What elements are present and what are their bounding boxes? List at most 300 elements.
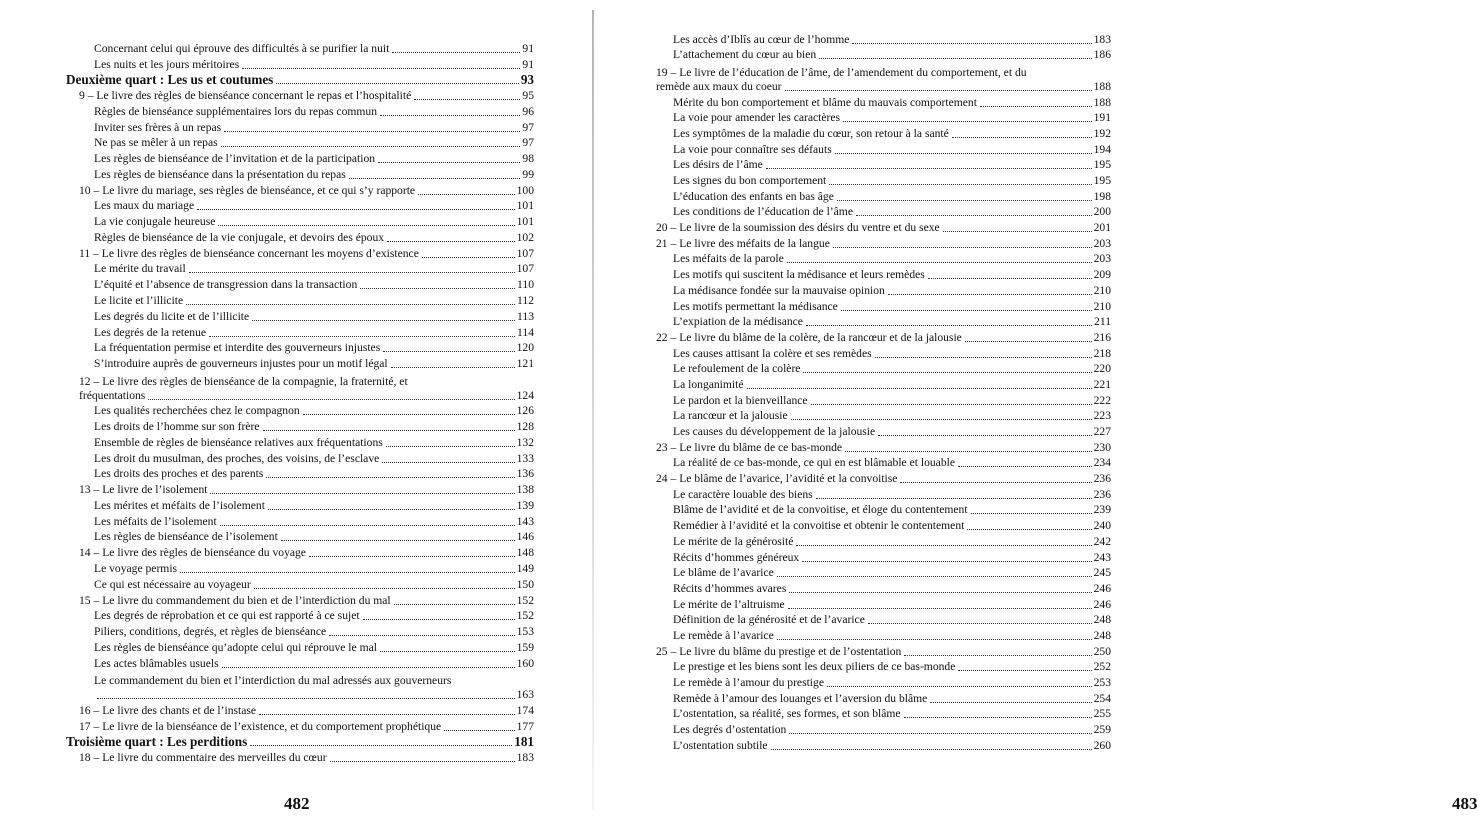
- entry-page-number: 126: [516, 404, 534, 418]
- toc-entry: [656, 157, 1111, 173]
- entry-title: Les règles de bienséance qu’adopte celui qui réprouve le mal: [94, 640, 377, 654]
- entry-title: La voie pour amender les caractères: [673, 111, 841, 125]
- entry-title: Le commandement du bien et l’interdiction du mal adressés aux gouverneurs: [94, 674, 452, 688]
- entry-page-number: 163: [516, 688, 534, 702]
- toc-entry: [656, 690, 1111, 706]
- toc-entry: [656, 31, 1111, 47]
- entry-title: L’équité et l’absence de transgression dans la transaction: [94, 278, 358, 292]
- entry-page-number: 195: [1093, 158, 1111, 172]
- entry-title: Le remède à l’avarice: [673, 628, 774, 642]
- toc-chapter-entry: [656, 235, 1111, 251]
- page-number: 482: [284, 794, 310, 813]
- entry-title: Le caractère louable des biens: [673, 487, 813, 501]
- toc-entry: [66, 308, 534, 324]
- entry-title: Le licite et l’illicite: [94, 294, 184, 308]
- dot-leader: [816, 498, 1092, 499]
- dot-leader: [268, 509, 515, 510]
- entry-title: 21 – Le livre des méfaits de la langue: [656, 236, 830, 250]
- toc-entry: [66, 198, 534, 214]
- entry-page-number: 149: [516, 562, 534, 575]
- entry-page-number: 248: [1093, 628, 1111, 642]
- entry-title: 16 – Le livre des chants et de l’instase: [79, 703, 257, 717]
- toc-entry: [66, 466, 534, 482]
- entry-page-number: 220: [1093, 362, 1111, 376]
- dot-leader: [276, 83, 519, 84]
- dot-leader: [771, 749, 1092, 750]
- dot-leader: [819, 58, 1091, 59]
- entry-title-continued: fréquentations: [79, 388, 146, 402]
- entry-page-number: 146: [516, 530, 534, 544]
- dot-leader: [965, 341, 1092, 342]
- toc-entry: [66, 229, 534, 245]
- toc-entry: [66, 529, 534, 545]
- dot-leader: [252, 320, 515, 321]
- dot-leader: [958, 670, 1091, 671]
- entry-title: L’éducation des enfants en bas âge: [673, 189, 834, 203]
- entry-page-number: 101: [516, 215, 534, 229]
- toc-entry: [656, 737, 1111, 753]
- entry-page-number: 138: [516, 483, 534, 497]
- entry-title: Les règles de bienséance de l’isolement: [94, 530, 278, 544]
- toc-chapter-entry: [66, 481, 534, 497]
- dot-leader: [777, 639, 1092, 640]
- entry-page-number: 107: [516, 246, 534, 260]
- entry-page-number: 188: [1093, 79, 1111, 93]
- toc-entry: [66, 292, 534, 308]
- toc-entry: [656, 251, 1111, 267]
- dot-leader: [329, 635, 514, 636]
- entry-page-number: 236: [1093, 487, 1111, 501]
- entry-title: 18 – Le livre du commentaire des merveilles du cœur: [79, 751, 327, 765]
- toc-list: [656, 31, 1111, 753]
- entry-page-number: 98: [522, 152, 534, 166]
- toc-entry: [656, 188, 1111, 204]
- entry-page-number: 222: [1093, 393, 1111, 407]
- dot-leader: [380, 115, 520, 116]
- toc-entry: [656, 502, 1111, 518]
- dot-leader: [444, 730, 514, 731]
- toc-entry: [656, 392, 1111, 408]
- dot-leader: [263, 430, 515, 431]
- dot-leader: [97, 698, 515, 699]
- dot-leader: [833, 247, 1092, 248]
- entry-page-number: 239: [1093, 503, 1111, 517]
- dot-leader: [900, 482, 1091, 483]
- entry-page-number: 203: [1093, 236, 1111, 250]
- toc-entry: [656, 549, 1111, 565]
- toc-entry: [66, 450, 534, 466]
- entry-title: 10 – Le livre du mariage, ses règles de bienséance, et ce qui s’y rapporte: [79, 183, 416, 197]
- dot-leader: [888, 294, 1092, 295]
- entry-page-number: 198: [1093, 189, 1111, 203]
- dot-leader: [878, 435, 1091, 436]
- dot-leader: [222, 667, 515, 668]
- entry-page-number: 97: [522, 136, 534, 150]
- dot-leader: [349, 178, 521, 179]
- left-page: [0, 0, 580, 838]
- entry-title: Les mérites et méfaits de l’isolement: [94, 498, 265, 512]
- toc-entry: [656, 659, 1111, 675]
- entry-title: Le mérite du travail: [94, 262, 186, 276]
- entry-page-number: 120: [516, 341, 534, 355]
- entry-title: Le voyage permis: [94, 562, 178, 575]
- toc-entry: [656, 627, 1111, 643]
- toc-entry: [66, 276, 534, 292]
- toc-entry: [656, 47, 1111, 63]
- entry-page-number: 200: [1093, 205, 1111, 219]
- entry-title: Le blâme de l’avarice: [673, 566, 774, 580]
- toc-entry: [66, 560, 534, 576]
- dot-leader: [303, 414, 515, 415]
- entry-page-number: 150: [516, 577, 534, 591]
- entry-page-number: 136: [516, 467, 534, 481]
- entry-page-number: 243: [1093, 550, 1111, 564]
- toc-entry: [656, 314, 1111, 330]
- toc-entry: [656, 486, 1111, 502]
- toc-section-heading: [66, 72, 534, 88]
- entry-page-number: 153: [516, 625, 534, 639]
- dot-leader: [414, 99, 520, 100]
- entry-title: L’expiation de la médisance: [673, 315, 803, 329]
- entry-title: La voie pour connaître ses défauts: [673, 142, 832, 156]
- dot-leader: [363, 619, 515, 620]
- dot-leader: [843, 121, 1092, 122]
- dot-leader: [209, 336, 515, 337]
- toc-entry: [656, 172, 1111, 188]
- dot-leader: [841, 310, 1092, 311]
- entry-page-number: 95: [522, 89, 534, 103]
- entry-continuation: [94, 688, 534, 702]
- dot-leader: [789, 592, 1091, 593]
- entry-page-number: 91: [522, 41, 534, 55]
- dot-leader: [378, 162, 520, 163]
- entry-page-number: 107: [516, 262, 534, 276]
- entry-title: La fréquentation permise et interdite des gouverneurs injustes: [94, 341, 381, 355]
- dot-leader: [868, 623, 1092, 624]
- toc-entry: [66, 418, 534, 434]
- entry-page-number: 124: [516, 388, 534, 402]
- entry-page-number: 209: [1093, 268, 1111, 282]
- toc-entry: [656, 94, 1111, 110]
- entry-page-number: 253: [1093, 676, 1111, 689]
- toc-entry: [656, 345, 1111, 361]
- dot-leader: [180, 572, 515, 573]
- dot-leader: [806, 325, 1092, 326]
- entry-title: Le refoulement de la colère: [673, 362, 801, 376]
- entry-page-number: 195: [1093, 174, 1111, 187]
- entry-title: Les motifs qui suscitent la médisance et leurs remèdes: [673, 268, 925, 282]
- toc-entry: [66, 213, 534, 229]
- entry-title: Les conditions de l’éducation de l’âme: [673, 205, 853, 219]
- entry-title: Les actes blâmables usuels: [94, 656, 219, 670]
- entry-page-number: 110: [517, 278, 534, 292]
- dot-leader: [391, 367, 515, 368]
- entry-title: Les signes du bon comportement: [673, 174, 827, 187]
- toc-entry: [656, 141, 1111, 157]
- dot-leader: [259, 714, 515, 715]
- page-number: 483: [1452, 794, 1478, 813]
- entry-title: Récits d’hommes généreux: [673, 550, 800, 564]
- toc-entry: [656, 125, 1111, 141]
- entry-title: 9 – Le livre des règles de bienséance concernant le repas et l’hospitalité: [79, 89, 412, 103]
- entry-page-number: 152: [516, 593, 534, 607]
- entry-title: La vie conjugale heureuse: [94, 215, 216, 229]
- entry-title: 15 – Le livre du commandement du bien et de l’interdiction du mal: [79, 593, 391, 607]
- toc-entry: [66, 497, 534, 513]
- toc-entry: [656, 533, 1111, 549]
- entry-page-number: 252: [1093, 660, 1111, 674]
- entry-title: Deuxième quart : Les us et coutumes: [66, 72, 274, 88]
- entry-title: L’attachement du cœur au bien: [673, 48, 817, 62]
- toc-entry: [66, 261, 534, 277]
- toc-entry: [66, 324, 534, 340]
- entry-page-number: 96: [522, 104, 534, 118]
- entry-page-number: 128: [516, 420, 534, 434]
- entry-title: Les symptômes de la maladie du cœur, son retour à la santé: [673, 126, 949, 140]
- entry-page-number: 218: [1093, 346, 1111, 360]
- entry-page-number: 240: [1093, 519, 1111, 533]
- entry-page-number: 121: [516, 357, 534, 371]
- entry-page-number: 101: [516, 199, 534, 213]
- entry-title: L’ostentation, sa réalité, ses formes, et son blâme: [673, 707, 901, 721]
- toc-chapter-entry: [66, 245, 534, 261]
- entry-title: Définition de la générosité et de l’avarice: [673, 613, 865, 627]
- entry-page-number: 210: [1093, 283, 1111, 297]
- entry-page-number: 132: [516, 435, 534, 449]
- toc-entry: [656, 455, 1111, 471]
- entry-title: 11 – Le livre des règles de bienséance concernant les moyens d’existence: [79, 246, 419, 260]
- dot-leader: [387, 241, 515, 242]
- toc-chapter-entry: [66, 592, 534, 608]
- entry-page-number: 227: [1093, 425, 1111, 438]
- entry-title: Ensemble de règles de bienséance relatives aux fréquentations: [94, 435, 383, 449]
- toc-entry: [66, 56, 534, 72]
- toc-chapter-entry: [66, 718, 534, 734]
- dot-leader: [330, 761, 515, 762]
- toc-list: [66, 40, 534, 765]
- dot-leader: [386, 446, 515, 447]
- dot-leader: [952, 137, 1092, 138]
- dot-leader: [210, 493, 514, 494]
- entry-title: Le mérite de l’altruisme: [673, 597, 785, 611]
- entry-title: 23 – Le livre du blâme de ce bas-monde: [656, 440, 843, 454]
- dot-leader: [360, 288, 515, 289]
- dot-leader: [829, 184, 1091, 185]
- entry-page-number: 188: [1093, 95, 1111, 109]
- dot-leader: [958, 466, 1092, 467]
- toc-entry: [656, 565, 1111, 581]
- toc-entry: [66, 166, 534, 182]
- dot-leader: [837, 200, 1092, 201]
- dot-leader: [747, 388, 1092, 389]
- dot-leader: [777, 576, 1092, 577]
- dot-leader: [811, 404, 1092, 405]
- dot-leader: [309, 556, 515, 557]
- toc-entry: [66, 655, 534, 671]
- toc-entry: [656, 298, 1111, 314]
- toc-entry: [656, 517, 1111, 533]
- entry-page-number: 255: [1093, 707, 1111, 721]
- entry-page-number: 236: [1093, 472, 1111, 486]
- entry-page-number: 194: [1093, 142, 1111, 156]
- dot-leader: [254, 588, 515, 589]
- toc-entry: [66, 513, 534, 529]
- entry-page-number: 183: [516, 751, 534, 765]
- dot-leader: [980, 106, 1092, 107]
- entry-title: Les degrés d’ostentation: [673, 723, 787, 737]
- entry-title: 22 – Le livre du blâme de la colère, de la rancœur et de la jalousie: [656, 330, 962, 344]
- entry-page-number: 260: [1093, 738, 1111, 752]
- toc-chapter-entry: [656, 329, 1111, 345]
- entry-title: Les désirs de l’âme: [673, 158, 763, 172]
- entry-page-number: 152: [516, 609, 534, 623]
- entry-title: Les degrés de réprobation et ce qui est rapporté à ce sujet: [94, 609, 360, 623]
- entry-page-number: 113: [517, 309, 534, 323]
- dot-leader: [788, 608, 1092, 609]
- toc-section-heading: [66, 734, 534, 750]
- toc-entry: [656, 266, 1111, 282]
- toc-chapter-entry: [656, 439, 1111, 455]
- entry-title: Les qualités recherchées chez le compagnon: [94, 404, 300, 418]
- dot-leader: [943, 231, 1092, 232]
- toc-chapter-entry: [656, 470, 1111, 486]
- entry-title: 12 – Le livre des règles de bienséance de la compagnie, la fraternité, et: [79, 374, 408, 388]
- entry-page-number: 97: [522, 120, 534, 134]
- dot-leader: [186, 304, 515, 305]
- dot-leader: [930, 702, 1091, 703]
- entry-title: S’introduire auprès de gouverneurs injustes pour un motif légal: [94, 357, 388, 371]
- entry-title: 24 – Le blâme de l’avarice, l’avidité et la convoitise: [656, 472, 898, 486]
- entry-title: Remédier à l’avidité et la convoitise et obtenir le contentement: [673, 519, 965, 533]
- entry-title: 13 – Le livre de l’isolement: [79, 483, 208, 497]
- entry-title: Piliers, conditions, degrés, et règles de bienséance: [94, 625, 327, 639]
- toc-chapter-entry: [66, 371, 534, 403]
- entry-title: Les droits de l’homme sur son frère: [94, 420, 260, 434]
- entry-title: Les degrés de la retenue: [94, 325, 207, 339]
- entry-title: Les accès d’Iblîs au cœur de l’homme: [673, 32, 850, 46]
- entry-page-number: 183: [1093, 32, 1111, 46]
- dot-leader: [796, 545, 1091, 546]
- entry-title: Blâme de l’avidité et de la convoitise, et éloge du contentement: [673, 503, 968, 517]
- entry-title: La réalité de ce bas-monde, ce qui en est blâmable et louable: [673, 456, 955, 470]
- toc-entry: [66, 150, 534, 166]
- entry-page-number: 148: [516, 546, 534, 560]
- entry-title: Règles de bienséance supplémentaires lors du repas commun: [94, 104, 377, 118]
- dot-leader: [422, 257, 515, 258]
- entry-title: Les droits des proches et des parents: [94, 467, 264, 481]
- dot-leader: [802, 561, 1091, 562]
- toc-chapter-entry: [66, 702, 534, 718]
- entry-page-number: 174: [516, 703, 534, 717]
- entry-page-number: 177: [516, 719, 534, 733]
- dot-leader: [218, 225, 514, 226]
- entry-title: 14 – Le livre des règles de bienséance du voyage: [79, 546, 306, 560]
- dot-leader: [785, 90, 1092, 91]
- dot-leader: [971, 513, 1092, 514]
- entry-title: Le remède à l’amour du prestige: [673, 676, 824, 689]
- entry-page-number: 159: [516, 640, 534, 654]
- toc-chapter-entry: [66, 544, 534, 560]
- entry-page-number: 160: [516, 656, 534, 670]
- dot-leader: [845, 451, 1092, 452]
- entry-title: Les maux du mariage: [94, 199, 195, 213]
- dot-leader: [789, 733, 1091, 734]
- dot-leader: [803, 372, 1091, 373]
- toc-chapter-entry: [656, 62, 1111, 94]
- toc-entry: [656, 580, 1111, 596]
- entry-continuation: [656, 80, 1111, 94]
- dot-leader: [382, 462, 514, 463]
- dot-leader: [928, 278, 1092, 279]
- entry-page-number: 246: [1093, 581, 1111, 595]
- dot-leader: [281, 540, 515, 541]
- toc-entry: [66, 608, 534, 624]
- entry-title: La médisance fondée sur la mauvaise opinion: [673, 283, 885, 297]
- entry-title: Règles de bienséance de la vie conjugale, et devoirs des époux: [94, 230, 385, 244]
- entry-page-number: 181: [514, 734, 534, 750]
- entry-page-number: 234: [1093, 456, 1111, 470]
- entry-title: Récits d’hommes avares: [673, 581, 787, 595]
- toc-entry: [656, 361, 1111, 377]
- entry-page-number: 246: [1093, 597, 1111, 611]
- entry-title: Le mérite de la générosité: [673, 534, 794, 548]
- dot-leader: [221, 146, 521, 147]
- toc-entry: [656, 423, 1111, 439]
- toc-entry: [66, 103, 534, 119]
- entry-page-number: 91: [522, 57, 534, 71]
- entry-page-number: 250: [1093, 644, 1111, 658]
- toc-entry: [656, 596, 1111, 612]
- toc-entry: [656, 674, 1111, 690]
- entry-title: Les causes attisant la colère et ses remèdes: [673, 346, 872, 360]
- toc-chapter-entry: [656, 219, 1111, 235]
- toc-entry: [66, 119, 534, 135]
- entry-title: Troisième quart : Les perditions: [66, 734, 248, 750]
- entry-page-number: 211: [1094, 315, 1111, 329]
- entry-page-number: 254: [1093, 691, 1111, 705]
- toc-entry: [656, 110, 1111, 126]
- dot-leader: [856, 215, 1092, 216]
- dot-leader: [904, 655, 1091, 656]
- entry-title: Inviter ses frères à un repas: [94, 120, 222, 134]
- toc-entry: [66, 40, 534, 56]
- entry-page-number: 216: [1093, 330, 1111, 344]
- toc-entry: [656, 282, 1111, 298]
- toc-entry: [656, 612, 1111, 628]
- entry-page-number: 99: [522, 167, 534, 181]
- toc-entry: [656, 376, 1111, 392]
- dot-leader: [418, 194, 515, 195]
- entry-page-number: 248: [1093, 613, 1111, 627]
- entry-title: 25 – Le livre du blâme du prestige et de l’ostentation: [656, 644, 902, 658]
- dot-leader: [827, 686, 1092, 687]
- entry-title: 20 – Le livre de la soumission des désirs du ventre et du sexe: [656, 221, 940, 235]
- toc-entry: [656, 721, 1111, 737]
- entry-title: Ce qui est nécessaire au voyageur: [94, 577, 251, 591]
- dot-leader: [852, 43, 1091, 44]
- dot-leader: [787, 262, 1092, 263]
- dot-leader: [383, 351, 514, 352]
- toc-entry: [656, 204, 1111, 220]
- entry-page-number: 102: [516, 230, 534, 244]
- entry-title: Concernant celui qui éprouve des difficultés à se purifier la nuit: [94, 41, 390, 55]
- toc-chapter-entry: [66, 749, 534, 765]
- entry-page-number: 192: [1093, 126, 1111, 140]
- entry-page-number: 230: [1093, 440, 1111, 454]
- entry-title: Les nuits et les jours méritoires: [94, 57, 240, 71]
- toc-entry: [66, 623, 534, 639]
- entry-title: Les méfaits de la parole: [673, 252, 784, 266]
